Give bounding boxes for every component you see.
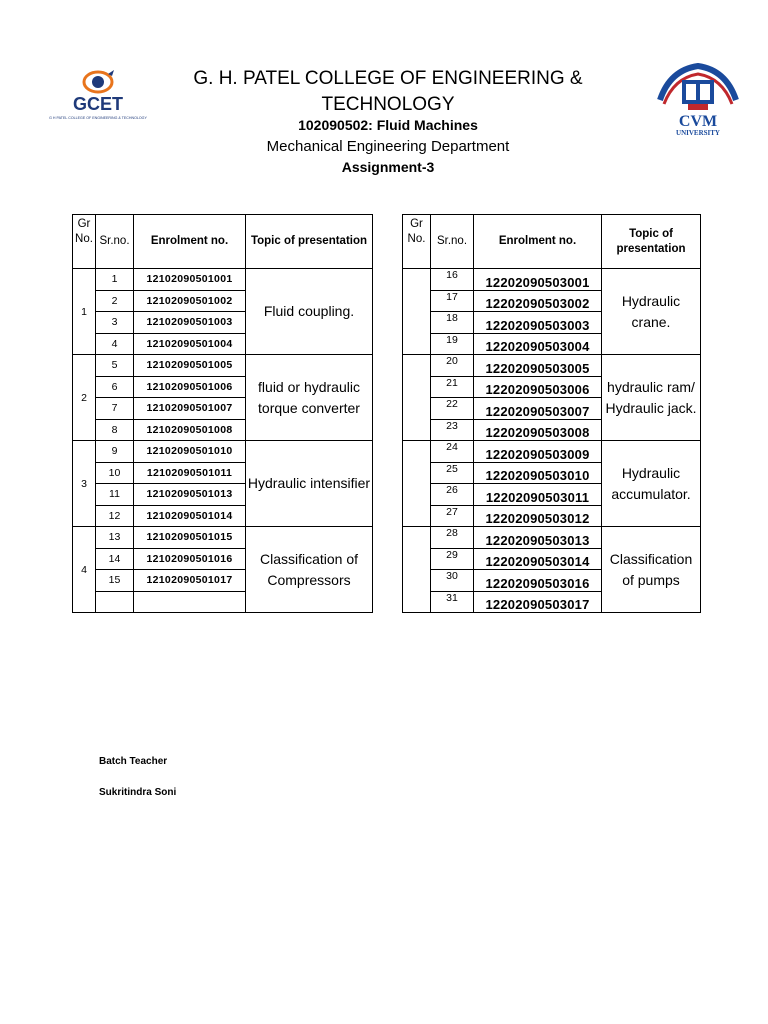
batch-teacher-name: Sukritindra Soni [99,787,177,798]
enrolment-header: Enrolment no. [474,215,602,269]
topic-header: Topic of presentation [602,215,701,269]
group-number-cell [403,441,431,527]
table-row [73,441,373,463]
enrolment-cell: 12202090503010 [474,462,602,484]
srno-cell: 15 [96,570,134,592]
enrolment-cell: 12102090501015 [134,527,246,549]
enrolment-header: Enrolment no. [134,215,246,269]
srno-cell: 23 [431,419,474,441]
enrolment-cell: 12102090501016 [134,548,246,570]
srno-header: Sr.no. [96,215,134,269]
enrolment-cell: 12202090503012 [474,505,602,527]
enrolment-cell: 12102090501001 [134,269,246,291]
srno-cell: 5 [96,355,134,377]
srno-cell: 18 [431,312,474,334]
enrolment-cell: 12202090503014 [474,548,602,570]
srno-header: Sr.no. [431,215,474,269]
gcet-logo-text: GCET [72,94,124,114]
srno-cell: 27 [431,505,474,527]
srno-cell: 3 [96,312,134,334]
topic-cell: Hydraulic accumulator. [602,441,701,527]
enrolment-cell: 12102090501011 [134,462,246,484]
enrolment-cell: 12102090501010 [134,441,246,463]
enrolment-cell: 12102090501003 [134,312,246,334]
enrolment-cell: 12202090503016 [474,570,602,592]
group-header: Gr No. [73,215,96,269]
srno-cell: 19 [431,333,474,355]
table-row [403,269,701,291]
srno-cell: 10 [96,462,134,484]
group-number-cell: 1 [73,269,96,355]
department-name: Mechanical Engineering Department [266,138,510,155]
topic-cell: fluid or hydraulic torque converter [246,355,373,441]
srno-cell: 14 [96,548,134,570]
enrolment-cell: 12202090503011 [474,484,602,506]
enrolment-cell: 12202090503006 [474,376,602,398]
topic-cell: Hydraulic crane. [602,269,701,355]
enrolment-cell: 12102090501005 [134,355,246,377]
gcet-logo-subtext: G H PATEL COLLEGE OF ENGINEERING & TECHNOLOGY [49,116,147,120]
topic-cell: hydraulic ram/ Hydraulic jack. [602,355,701,441]
group-number-cell: 4 [73,527,96,613]
enrolment-cell: 12202090503007 [474,398,602,420]
enrolment-cell: 12102090501014 [134,505,246,527]
batch-teacher-label: Batch Teacher [99,756,168,767]
group-number-cell: 2 [73,355,96,441]
srno-cell: 2 [96,290,134,312]
enrolment-cell: 12102090501017 [134,570,246,592]
course-code-title: 102090502: Fluid Machines [298,117,478,133]
right-group-table [402,214,701,613]
srno-cell: 12 [96,505,134,527]
enrolment-cell: 12202090503013 [474,527,602,549]
srno-cell: 1 [96,269,134,291]
table-row [403,527,701,549]
group-number-cell [403,527,431,613]
srno-cell: 11 [96,484,134,506]
group-header: Gr No. [403,215,431,269]
enrolment-cell: 12202090503002 [474,290,602,312]
srno-cell: 26 [431,484,474,506]
srno-cell: 16 [431,269,474,291]
srno-cell: 8 [96,419,134,441]
enrolment-cell: 12102090501006 [134,376,246,398]
srno-cell: 9 [96,441,134,463]
srno-cell: 25 [431,462,474,484]
topic-cell: Classification of pumps [602,527,701,613]
cvm-logo-text: CVM [678,113,718,130]
enrolment-cell: 12202090503009 [474,441,602,463]
group-number-cell: 3 [73,441,96,527]
srno-cell: 4 [96,333,134,355]
srno-cell: 30 [431,570,474,592]
table-row [73,527,373,549]
topic-cell: Fluid coupling. [246,269,373,355]
table-row [403,355,701,377]
srno-cell: 31 [431,591,474,613]
table-row [73,355,373,377]
table-row [403,441,701,463]
srno-cell: 22 [431,398,474,420]
topic-cell: Hydraulic intensifier [246,441,373,527]
enrolment-cell: 12102090501008 [134,419,246,441]
srno-cell: 29 [431,548,474,570]
srno-cell: 6 [96,376,134,398]
srno-cell: 20 [431,355,474,377]
srno-cell: 21 [431,376,474,398]
enrolment-cell: 12102090501004 [134,333,246,355]
enrolment-cell: 12102090501002 [134,290,246,312]
enrolment-cell: 12202090503005 [474,355,602,377]
srno-cell [96,591,134,613]
srno-cell: 28 [431,527,474,549]
enrolment-cell: 12202090503004 [474,333,602,355]
srno-cell: 17 [431,290,474,312]
srno-cell: 7 [96,398,134,420]
table-row [73,269,373,291]
college-title: G. H. PATEL COLLEGE OF ENGINEERING & TECHNOLOGY [193,68,583,115]
cvm-university-logo [650,60,746,138]
enrolment-cell: 12202090503017 [474,591,602,613]
enrolment-cell: 12102090501013 [134,484,246,506]
srno-cell: 13 [96,527,134,549]
assignment-title: Assignment-3 [341,159,435,175]
gcet-logo [49,64,147,124]
group-number-cell [403,269,431,355]
cvm-logo-subtext: UNIVERSITY [676,129,720,137]
topic-header: Topic of presentation [246,215,373,269]
enrolment-cell: 12202090503001 [474,269,602,291]
group-number-cell [403,355,431,441]
enrolment-cell [134,591,246,613]
enrolment-cell: 12202090503003 [474,312,602,334]
left-group-table [72,214,373,613]
topic-cell: Classification of Compressors [246,527,373,613]
srno-cell: 24 [431,441,474,463]
enrolment-cell: 12102090501007 [134,398,246,420]
enrolment-cell: 12202090503008 [474,419,602,441]
